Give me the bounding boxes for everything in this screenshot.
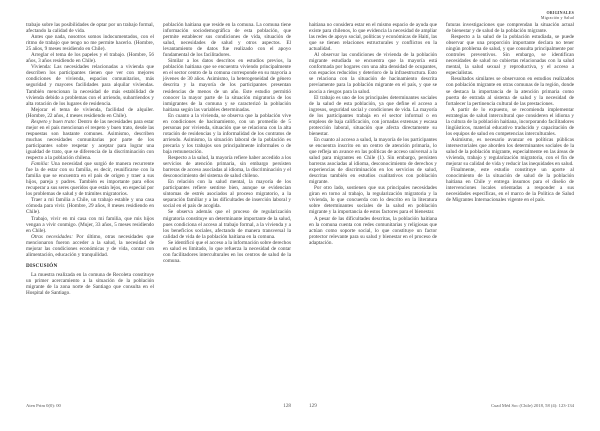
paragraph-text: Arreglar el tema de los papeles y el trabajo. (Hombre, 56 años, 3 años residiendo en Chile).: [26, 52, 154, 65]
body-paragraph: [163, 179, 291, 209]
running-head-title: ORIGINALES: [546, 10, 574, 15]
body-paragraph: [309, 216, 437, 246]
body-paragraph: [446, 167, 574, 203]
page-number-right: 129: [309, 403, 317, 409]
paragraph-text: Vivienda: Las necesidades relacionadas a vivienda que describen los participantes tienen que ver con mejores condiciones de vivienda, espacios comunitarios, más seguridad y mayores facilidades para alquilar viviendas. También mencionan la necesidad de más estabilidad de vivienda debido a problemas con el arriendo, subarriendos y alta rotación de los lugares de residencia.: [26, 64, 154, 107]
body-paragraph: [446, 22, 574, 34]
paragraph-text: Mejorar el tema de vivienda, facilidad de alquiler. (Hombre, 22 años, 4 meses residiendo en Chile).: [26, 106, 154, 119]
right-page-column-1: [309, 22, 437, 246]
paragraph-lead-in: Respeto y buen trato:: [31, 118, 77, 125]
paragraph-text: El trabajo es uno de los principales determinantes sociales de la salud de esta población, ya que define el acceso a ingresos, seguridad social y condiciones de vida. La mayoría de los participantes trabaja en el sector informal o en empleos de baja calificación, con jornadas extensas y escasa protección laboral, situación que afecta directamente su bienestar.: [309, 94, 437, 137]
body-paragraph: [309, 22, 437, 52]
body-paragraph: [163, 22, 291, 58]
paragraph-text: Similar a los datos descritos en estudios previos, la población haitiana que se encuentra viviendo principalmente en el sector centro de la comuna corresponde en su mayoría a jóvenes de 30 años. Asimismo, la heterogeneidad de género descrita y la mayoría de los participantes presentan residencias de menos de un año. Este estudio permitió conocer la mayor parte de la situación migratoria de los inmigrantes de la comuna y se caracterizó la población haitiana según las variables determinadas.: [163, 58, 291, 113]
body-paragraph: [26, 234, 154, 258]
paragraph-text: Respecto a la salud de la población estudiada, se puede observar que una proporción importante declara no tener ningún problema de salud, y que consulta principalmente por controles preventivos. Sin embargo, se identifican necesidades de salud no cubiertas relacionadas con la salud mental, la salud sexual y reproductiva, y el acceso a especialistas.: [446, 34, 574, 77]
paragraph-text: Traer a mi familia a Chile, un trabajo estable y una casa cómoda para vivir. (Hombre, 29 años, 8 meses residiendo en Chile).: [26, 197, 154, 216]
body-paragraph: [26, 34, 154, 52]
paragraph-text: Finalmente, este estudio constituye un aporte al conocimiento de la situación de salud de la población haitiana en Chile y entrega insumos para el diseño de intervenciones locales orientadas a responder a sus necesidades específicas, en el marco de la Política de Salud de Migrantes Internacionales vigente en el país.: [446, 167, 574, 204]
body-paragraph: [446, 76, 574, 106]
body-paragraph: [163, 240, 291, 264]
running-head-right: [309, 10, 574, 20]
body-paragraph: [309, 52, 437, 94]
paragraph-text: haitiana no considera estar en el mismo espacio de ayuda que existe para chilenos, lo que evidencia la necesidad de ampliar las redes de apoyo social, políticas y económicas de Haití, las que se tienen relaciones estructurales y conflictos en la actualidad.: [309, 22, 437, 53]
right-page: [309, 0, 574, 431]
left-page-column-1: [26, 22, 154, 296]
body-paragraph: [446, 107, 574, 137]
paragraph-text: futuras investigaciones que comprendan la situación actual de bienestar y de salud de la población migrante.: [446, 22, 574, 35]
page-number-left: 128: [283, 403, 291, 409]
paragraph-text: En cuanto a la vivienda, se observa que la población vive en condiciones de hacinamiento, con un promedio de 5 personas por vivienda, situación que se relaciona con la alta rotación de residencias y la informalidad de los contratos de arriendo. Asimismo, la situación laboral de la población es precaria y los trabajos son principalmente informales o de baja remuneración.: [163, 112, 291, 155]
paragraph-text: En relación con la salud mental, la mayoría de los participantes refiere sentirse bien, aunque se evidencian síntomas de estrés asociados al proceso migratorio, a la separación familiar y a las dificultades de inserción laboral y social en el país de acogida.: [163, 179, 291, 210]
body-paragraph: [26, 272, 154, 296]
body-paragraph: [26, 119, 154, 161]
body-paragraph: [26, 22, 154, 34]
paragraph-text: población haitiana que reside en la comuna. La comuna tiene información sociodemográfica de esta población, que permite establecer sus condiciones de vida, situación de salud, necesidades de salud y otros aspectos. El levantamiento de datos fue realizado con el apoyo fundamental de los facilitadores.: [163, 22, 291, 59]
paragraph-text: Asimismo, es necesario avanzar en políticas públicas intersectoriales que aborden los determinantes sociales de la salud de la población migrante, especialmente en las áreas de vivienda, trabajo y regularización migratoria, con el fin de mejorar su calidad de vida y reducir las inequidades en salud.: [446, 136, 574, 168]
body-paragraph: [309, 95, 437, 137]
paragraph-text: Por otro lado, sostienen que sus principales necesidades giran en torno al trabajo, la regularización migratoria y la vivienda, lo que concuerda con lo descrito en la literatura sobre determinantes sociales de la salud en población migrante y la importancia de estos factores para el bienestar.: [309, 185, 437, 216]
paragraph-text: Dentro de las necesidades para estar mejor en el país mencionan el respeto y buen trato, desde las respuestas son bastante comunes. Asimismo, describen muchas necesidades comunitarias por parte de los participantes sobre respetar y aceptar para lograr una igualdad de trato, que se diferencia de la discriminación con respecto a la población chilena.: [26, 118, 154, 162]
body-paragraph: [309, 137, 437, 185]
journal-reference-left: Aten Prim 0(0): 00: [26, 403, 61, 408]
paragraph-text: Respecto a la salud, la mayoría refiere haber accedido a los servicios de atención primaria, sin embargo persisten barreras de acceso asociadas al idioma, la discriminación y el desconocimiento del sistema de salud chileno.: [163, 155, 291, 180]
paragraph-text: Trabajo, vivir en mi casa con mi familia, que mis hijos vengan a vivir conmigo. (Mujer, 33 años, 5 meses residiendo en Chile).: [26, 215, 154, 234]
paragraph-text: Se observa además que el proceso de regularización migratoria constituye un determinante importante de la salud, pues condiciona el acceso al trabajo formal, a la vivienda y a los beneficios sociales, afectando de manera transversal la calidad de vida de la población haitiana en la comuna.: [163, 209, 291, 240]
journal-reference-right: Cuad Méd Soc (Chile) 2018, 58 (4): 123-134: [491, 403, 574, 408]
paragraph-lead-in: Familia:: [31, 161, 50, 168]
paragraph-text: A pesar de las dificultades descritas, la población haitiana en la comuna cuenta con redes comunitarias y religiosas que actúan como soporte social, lo que constituye un factor protector relevante para su salud y bienestar en el proceso de adaptación.: [309, 215, 437, 246]
paragraph-text: Por último, otras necesidades que mencionaron fueron acceder a la salud, la necesidad de mejorar las condiciones económicas y de vida, contar con alimentación, educación y tranquilidad.: [26, 233, 154, 258]
paragraph-text: Antes que nada, nosotros somos indocumentados, con el ritmo de trabajo que tengo no me permite hacerlo. (Hombre, 25 años, 9 meses residiendo en Chile).: [26, 34, 154, 53]
paragraph-lead-in: Otras necesidades:: [31, 233, 73, 240]
body-paragraph: [26, 52, 154, 64]
left-page-footer: [26, 403, 291, 409]
paragraph-text: Se identificó que el acceso a la información sobre derechos en salud es limitado, lo que refuerza la necesidad de contar con facilitadores interculturales en los centros de salud de la comuna.: [163, 239, 291, 264]
section-heading: DISCUSIÓN: [26, 262, 58, 269]
body-paragraph: [26, 197, 154, 215]
body-paragraph: [446, 34, 574, 76]
body-paragraph: [163, 113, 291, 155]
paragraph-text: Una necesidad que surgió de manera recurrente fue la de estar con su familia, es decir, reunificarse con la familia que se encuentra en el país de origen y traer a sus hijos, pareja y padres. También es importante para ellos recuperar a sus seres queridos que están lejos, en especial por los problemas de salud y de trámites migratorios.: [26, 161, 154, 198]
right-page-footer: [309, 403, 574, 409]
body-paragraph: [163, 58, 291, 112]
body-paragraph: [26, 216, 154, 234]
paragraph-text: A partir de lo expuesto, se recomienda implementar estrategias de salud intercultural que consideren el idioma y la cultura de la población haitiana, incorporando facilitadores lingüísticos, material educativo traducido y capacitación de los equipos de salud en competencias interculturales.: [446, 106, 574, 137]
running-head-subtitle: Migración y Salud: [540, 15, 574, 20]
paragraph-text: Al observar las condiciones de vivienda de la población migrante estudiada se encuentra que la mayoría está conformada por hogares con una alta densidad de ocupantes, con espacios reducidos y deterioro de la infraestructura. Esto se relaciona con la situación de hacinamiento descrita previamente para la población migrante en el país, y que se asocia a riesgos para la salud.: [309, 52, 437, 95]
paragraph-text: En cuanto al acceso a salud, la mayoría de los participantes se encuentra inscrito en un centro de atención primaria, lo que refleja un avance en las políticas de acceso universal a la salud para migrantes en Chile (1). Sin embargo, persisten barreras asociadas al idioma, desconocimiento de derechos y experiencias de discriminación en los servicios de salud, descritas también en estudios cualitativos con población migrante.: [309, 136, 437, 186]
body-paragraph: [26, 107, 154, 119]
paragraph-text: Resultados similares se observaron en estudios realizados con población migrante en otras comunas de la región, donde se destaca la importancia de la atención primaria como puerta de entrada al sistema de salud y la necesidad de fortalecer la pertinencia cultural de las prestaciones.: [446, 76, 574, 107]
paragraph-text: La muestra realizada en la comuna de Recoleta constituye un primer acercamiento a la situación de la población migrante de la zona norte de Santiago que consulta en el Hospital de Santiago.: [26, 271, 154, 297]
left-page-columns: [26, 22, 291, 296]
right-page-columns: [309, 22, 574, 246]
body-paragraph: [26, 64, 154, 106]
right-page-column-2: [446, 22, 574, 246]
paragraph-text: trabajo sobre las posibilidades de optar por un trabajo formal, afectando la calidad de vida.: [26, 22, 154, 35]
body-paragraph: [309, 185, 437, 215]
left-page-column-2: [163, 22, 291, 296]
body-paragraph: [163, 209, 291, 239]
body-paragraph: [446, 137, 574, 167]
body-paragraph: [26, 161, 154, 197]
left-page: [26, 0, 291, 431]
body-paragraph: [163, 155, 291, 179]
